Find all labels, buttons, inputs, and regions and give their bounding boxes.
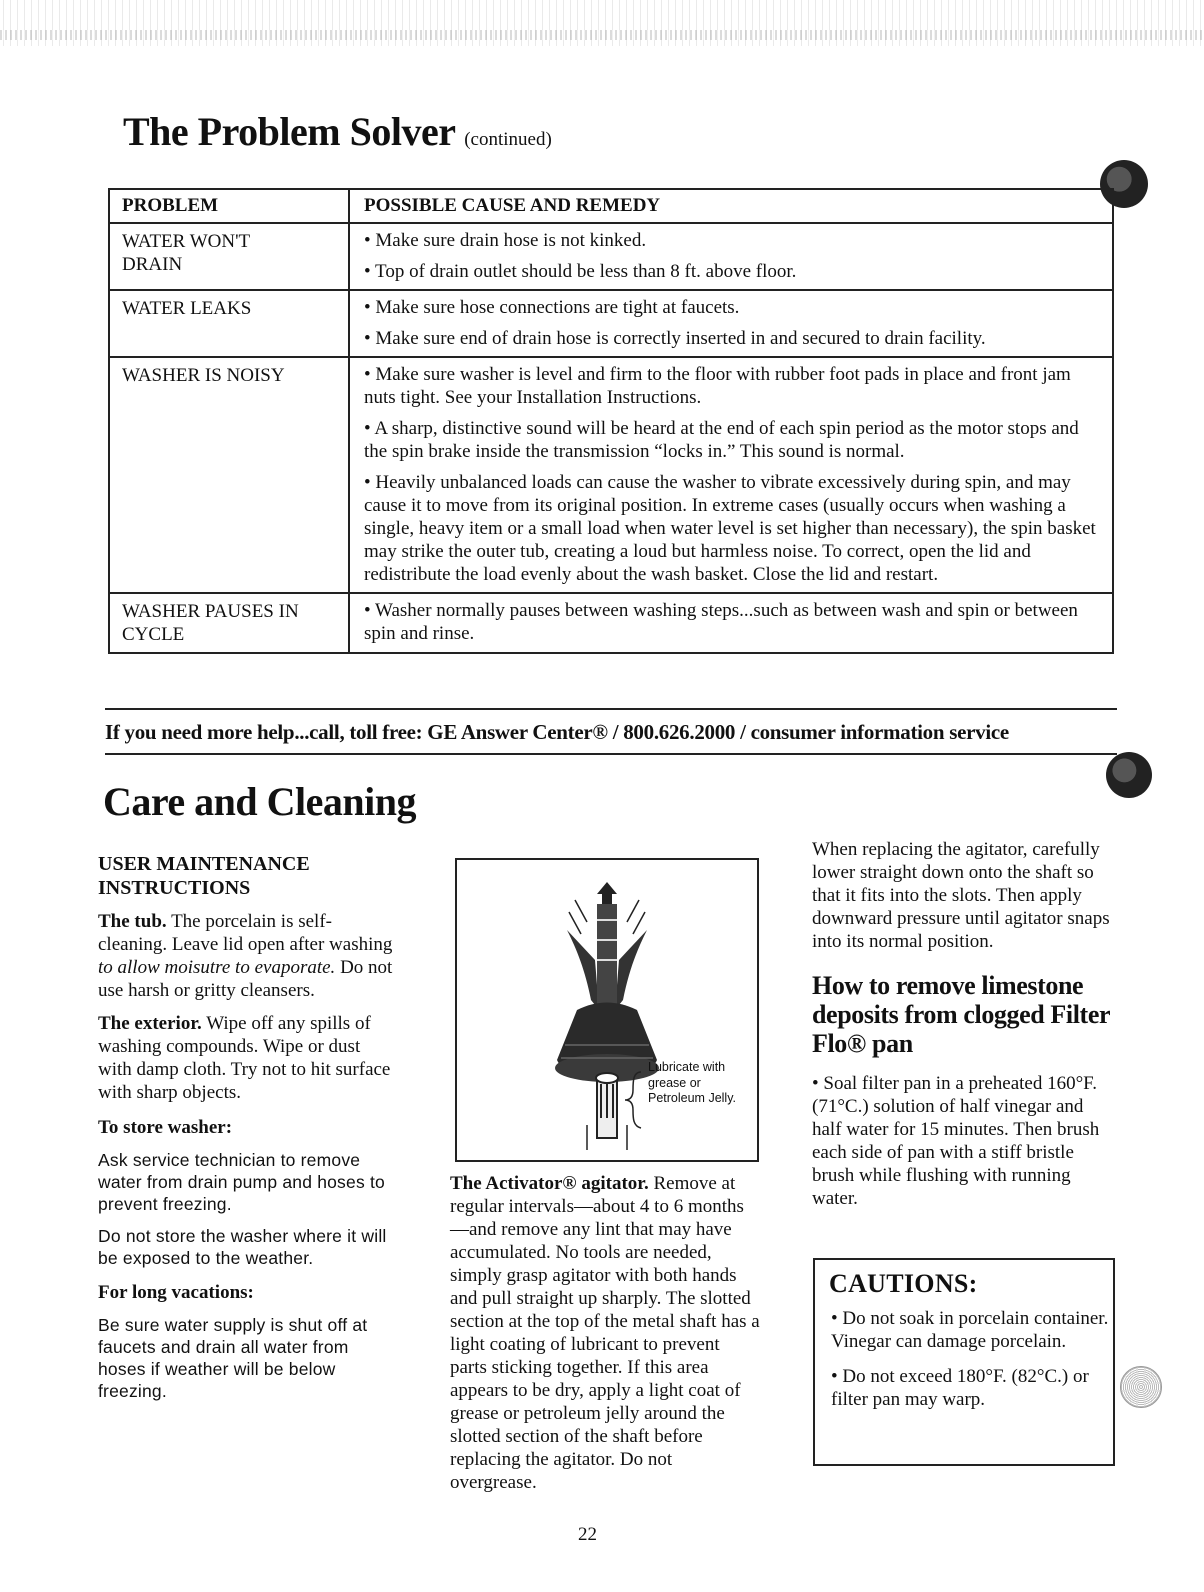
page-title (123, 108, 552, 155)
problem-label: WATER WON'T DRAIN (122, 231, 250, 275)
maintenance-column (98, 852, 398, 1412)
maintenance-heading: USER MAINTENANCE INSTRUCTIONS (98, 853, 310, 899)
tub-lead: The tub. (98, 911, 167, 932)
hole-punch-bottom (1120, 1366, 1162, 1408)
exterior-paragraph (98, 1012, 398, 1104)
figure-label: Lubricate with grease or Petroleum Jelly. (648, 1060, 736, 1105)
cautions-heading: CAUTIONS: (829, 1269, 978, 1298)
left-hand-icon (567, 930, 599, 1010)
right-column (812, 838, 1112, 1220)
remedy-item: • Top of drain outlet should be less than 8 ft. above floor. (364, 261, 797, 282)
problem-label: WASHER IS NOISY (122, 365, 285, 386)
remedy-item: • Make sure drain hose is not kinked. (364, 230, 647, 251)
remedy-item: • A sharp, distinctive sound will be heard at the end of each spin period as the motor stops and the spin brake inside the transmission “locks in.” This sound is normal. (364, 418, 1079, 462)
vacation-heading: For long vacations: (98, 1282, 254, 1303)
store-text-1: Ask service technician to remove water from drain pump and hoses to prevent freezing. (98, 1150, 385, 1214)
limestone-heading: How to remove limestone deposits from clogged Filter Flo® pan (812, 971, 1110, 1058)
tub-text: The porcelain is self-cleaning. Leave lid open after washing (98, 911, 393, 955)
lift-arrow-icon (597, 882, 617, 906)
tub-italic: to allow moisutre to evaporate. (98, 957, 336, 978)
agitator-figure (455, 858, 759, 1162)
table-row (109, 357, 1113, 593)
remedy-cell (349, 357, 1113, 593)
remedy-item: • Make sure washer is level and firm to the floor with rubber foot pads in place and front jam nuts tight. See your Installation Instructions. (364, 364, 1071, 408)
store-text-2: Do not store the washer where it will be exposed to the weather. (98, 1226, 387, 1268)
problem-cell (109, 223, 349, 290)
activator-column (450, 1172, 760, 1494)
problem-label: WATER LEAKS (122, 298, 252, 319)
table-row (109, 593, 1113, 653)
tub-text-end: Do not use harsh or gritty cleansers. (98, 957, 393, 1001)
header-problem: PROBLEM (109, 189, 349, 223)
problem-cell (109, 290, 349, 357)
exterior-text: Wipe off any spills of washing compounds. Wipe or dust with damp cloth. Try not to hit surface with sharp objects. (98, 1013, 391, 1103)
caution-item: • Do not exceed 180°F. (82°C.) or filter pan may warp. (831, 1366, 1089, 1410)
activator-paragraph (450, 1172, 760, 1494)
table-row (109, 223, 1113, 290)
table-header-row (109, 189, 1113, 223)
table-row (109, 290, 1113, 357)
remedy-item: • Heavily unbalanced loads can cause the washer to vibrate excessively during spin, and may cause it to move from its original position. In extreme cases (usually occurs when washing a single, heavy item or a small load when water level is set higher than necessary), the spin basket may strike the outer tub, creating a loud but harmless noise. To correct, open the lid and redistribute the load evenly about the wash basket. Close the lid and restart. (364, 472, 1096, 585)
problem-solver-table (108, 188, 1114, 654)
limestone-text: • Soal filter pan in a preheated 160°F. (71°C.) solution of half vinegar and half water for 15 minutes. Then brush each side of pan with a stiff bristle brush while flushing with running water. (812, 1073, 1100, 1209)
title-text: The Problem Solver (123, 109, 455, 154)
page-number: 22 (578, 1524, 597, 1545)
title-continued: (continued) (464, 129, 552, 150)
problem-label: WASHER PAUSES IN CYCLE (122, 601, 299, 645)
care-title: Care and Cleaning (103, 779, 417, 824)
remedy-cell (349, 290, 1113, 357)
agitator-illustration (457, 860, 757, 1160)
hole-punch-middle (1106, 752, 1152, 798)
right-hand-icon (615, 930, 647, 1010)
activator-text: Remove at regular intervals—about 4 to 6 months—and remove any lint that may have accumulated. No tools are needed, simply grasp agitator with both hands and pull straight up sharply. The slotted section at the top of the metal shaft has a light coating of lubricant to prevent parts sticking together. If this area appears to be dry, apply a light coat of grease or petroleum jelly around the slotted section of the shaft before replacing the agitator. Do not overgrease. (450, 1173, 760, 1493)
scan-noise-top-line (0, 30, 1204, 40)
help-line: If you need more help...call, toll free: GE Answer Center® / 800.626.2000 / consumer information service (105, 708, 1117, 755)
vacation-text: Be sure water supply is shut off at faucets and drain all water from hoses if weather will be below freezing. (98, 1315, 368, 1401)
remedy-item: • Washer normally pauses between washing steps...such as between wash and spin or between spin and rinse. (364, 600, 1078, 644)
header-remedy: POSSIBLE CAUSE AND REMEDY (349, 189, 1113, 223)
remedy-item: • Make sure end of drain hose is correctly inserted in and secured to drain facility. (364, 328, 986, 349)
replace-text: When replacing the agitator, carefully lower straight down onto the shaft so that it fits into the slots. Then apply downward pressure until agitator snaps into its normal position. (812, 839, 1110, 952)
tub-paragraph (98, 910, 398, 1002)
remedy-item: • Make sure hose connections are tight at faucets. (364, 297, 740, 318)
activator-lead: The Activator® agitator. (450, 1173, 649, 1194)
problem-cell (109, 593, 349, 653)
remedy-cell (349, 223, 1113, 290)
exterior-lead: The exterior. (98, 1013, 202, 1034)
problem-cell (109, 357, 349, 593)
remedy-cell (349, 593, 1113, 653)
cautions-box (813, 1258, 1115, 1466)
caution-item: • Do not soak in porcelain container. Vinegar can damage porcelain. (831, 1308, 1109, 1352)
store-heading: To store washer: (98, 1117, 233, 1138)
